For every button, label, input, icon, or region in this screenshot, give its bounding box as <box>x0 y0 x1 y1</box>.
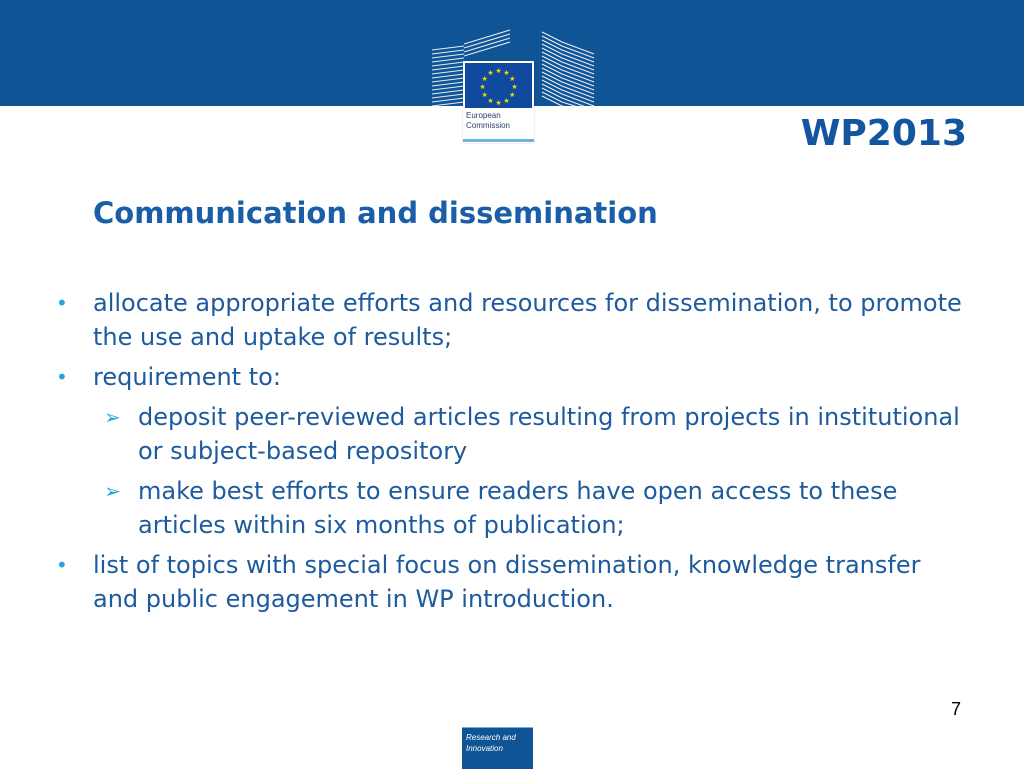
arrow-bullet-icon: ➢ <box>104 479 121 503</box>
svg-text:★: ★ <box>503 96 510 105</box>
page-number: 7 <box>951 699 962 719</box>
bullet-marker: • <box>56 553 68 577</box>
logo-accent-bar <box>463 139 534 142</box>
svg-text:★: ★ <box>487 96 494 105</box>
sub-bullet-text: deposit peer-reviewed articles resulting from projects in institutional or subject-based repository <box>138 403 960 465</box>
svg-text:★: ★ <box>509 75 516 83</box>
arrow-bullet-icon: ➢ <box>104 405 121 429</box>
sub-bullet-text: make best efforts to ensure readers have open access to these articles within six months of publication; <box>138 477 898 539</box>
bullet-text: list of topics with special focus on dissemination, knowledge transfer and public engagement in WP introduction. <box>93 551 921 613</box>
bullet-marker: • <box>56 365 68 389</box>
svg-text:★: ★ <box>487 69 494 78</box>
eu-flag-icon <box>465 63 532 108</box>
bullet-item <box>0 548 963 616</box>
svg-text:★: ★ <box>509 91 516 99</box>
svg-text:★: ★ <box>481 91 488 99</box>
footer-program-label: Research and Innovation <box>466 733 516 753</box>
svg-text:★: ★ <box>495 67 502 75</box>
svg-text:★: ★ <box>511 83 518 91</box>
bullet-list <box>0 286 1024 622</box>
work-programme-tag: WP2013 <box>800 113 967 154</box>
sub-bullet-item <box>0 474 968 542</box>
slide-title: Communication and dissemination <box>93 196 658 230</box>
bullet-item <box>0 360 963 394</box>
sub-bullet-item <box>0 400 968 468</box>
svg-text:★: ★ <box>503 69 510 78</box>
bullet-item <box>0 286 963 354</box>
bullet-text: requirement to: <box>93 363 281 391</box>
svg-text:★: ★ <box>481 75 488 83</box>
bullet-text: allocate appropriate efforts and resources for dissemination, to promote the use and uptake of results; <box>93 289 962 351</box>
logo-text: European Commission <box>466 111 511 130</box>
svg-text:★: ★ <box>495 99 502 107</box>
bullet-marker: • <box>56 291 68 315</box>
svg-text:★: ★ <box>479 83 486 91</box>
